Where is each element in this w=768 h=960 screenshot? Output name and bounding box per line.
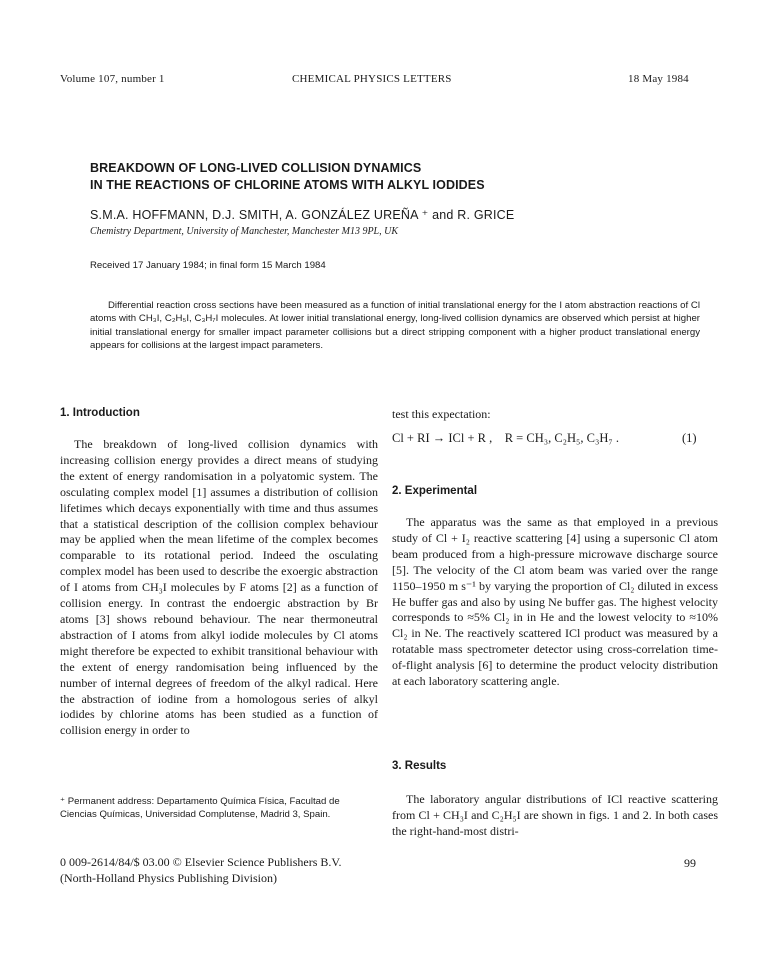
issue-date: 18 May 1984 [628, 73, 689, 85]
article-title-line-1: BREAKDOWN OF LONG-LIVED COLLISION DYNAMICS [90, 161, 422, 175]
abstract: Differential reaction cross sections have been measured as a function of initial translational energy for the I atom abstraction reactions of Cl atoms with CH₃I, C₂H₅I, C₃H₇I molecules. At lower initial translational energy, long-lived collision dynamics are observed which persist at higher initial translational energy for smaller impact parameter collisions but a direct stripping component with a higher product translational energy appears for collisions at the largest impact parameters. [90, 300, 700, 352]
article-title-line-2: IN THE REACTIONS OF CHLORINE ATOMS WITH ALKYL IODIDES [90, 178, 485, 192]
volume-number: Volume 107, number 1 [60, 73, 165, 85]
author-footnote: ⁺ Permanent address: Departamento Química Física, Facultad de Ciencias Químicas, Universidad Complutense, Madrid 3, Spain. [60, 796, 340, 820]
page-number: 99 [684, 856, 696, 870]
introduction-text: The breakdown of long-lived collision dynamics with increasing collision energy provides a direct means of studying the extent of energy randomisation in a polyatomic system. The osculating complex model [1] assumes a distribution of collision lifetimes which decays exponentially with time and thus assumes that a statistical description of the collision complex behaviour may be applied when the mean lifetime of the complex becomes comparable to its rotational period. Indeed the osculating complex model has been used to describe the exoergic abstraction of I atoms from CH₃I molecules by F atoms [2] as a function of collision energy. In contrast the endoergic abstraction by Br atoms [3] shows rebound behaviour. The near thermoneutral abstraction of I atoms from alkyl iodide molecules by Cl atoms might therefore be expected to exhibit transitional behaviour with the extent of energy randomisation being influenced by the number of internal degrees of freedom of the alkyl radical. Here the abstraction of iodine from a homologous series of alkyl iodides by chlorine atoms has been studied as a function of collision energy in order to [60, 437, 378, 738]
author-affiliation: Chemistry Department, University of Manchester, Manchester M13 9PL, UK [90, 226, 399, 237]
reaction-equation [392, 431, 718, 446]
equation-body: Cl + RI → ICl + R , R = CH₃, C₂H₅, C₃H₇ . [392, 431, 619, 445]
publisher-division: (North-Holland Physics Publishing Division) [60, 871, 278, 885]
experimental-text: The apparatus was the same as that employed in a previous study of Cl + I₂ reactive scattering [4] using a supersonic Cl atom beam produced from a high-pressure microwave discharge source [5]. The velocity of the Cl atom beam was varied over the range 1150–1950 m s⁻¹ by varying the proportion of Cl₂ diluted in excess He buffer gas and also by using Ne buffer gas. The highest velocity corresponds to ≈5% Cl₂ in in He and the lowest velocity to ≈10% Cl₂ in Ne. The reactively scattered ICl product was measured by a rotatable mass spectrometer detector using cross-correlation time-of-flight analysis [6] to determine the product velocity distribution at each laboratory scattering angle. [392, 515, 718, 689]
introduction-heading: 1. Introduction [60, 407, 140, 419]
publisher-footer [60, 854, 420, 886]
experimental-heading: 2. Experimental [392, 485, 478, 497]
continuation-text: test this expectation: [392, 407, 491, 421]
received-dates: Received 17 January 1984; in final form 15 March 1984 [90, 260, 326, 271]
results-heading: 3. Results [392, 760, 447, 772]
journal-name: CHEMICAL PHYSICS LETTERS [292, 73, 452, 85]
author-list: S.M.A. HOFFMANN, D.J. SMITH, A. GONZÁLEZ UREÑA ⁺ and R. GRICE [90, 208, 515, 222]
equation-number: (1) [682, 431, 697, 445]
article-title [90, 160, 690, 194]
copyright-line: 0 009-2614/84/$ 03.00 © Elsevier Science Publishers B.V. [60, 855, 342, 869]
results-text: The laboratory angular distributions of ICl reactive scattering from Cl + CH₃I and C₂H₅I are shown in figs. 1 and 2. In both cases the right-hand-most distri- [392, 792, 718, 838]
